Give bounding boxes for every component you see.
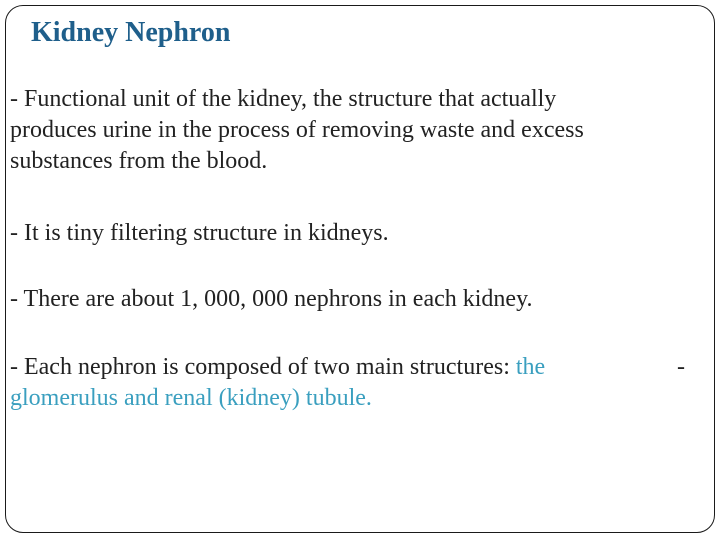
paragraph-structures-line-1: [10, 352, 545, 383]
paragraph-structures: [10, 352, 685, 414]
paragraph-filtering: - It is tiny filtering structure in kidneys.: [10, 220, 389, 246]
paragraph-function-line-1: - Functional unit of the kidney, the structure that actually: [10, 86, 557, 112]
paragraph-function-line-3: substances from the blood.: [10, 148, 268, 174]
structures-accent-the: the: [515, 354, 546, 380]
trailing-dash: -: [677, 354, 685, 380]
paragraph-nephron-count: - There are about 1, 000, 000 nephrons in each kidney.: [10, 286, 533, 312]
paragraph-function: [10, 84, 584, 177]
paragraph-function-line-2: produces urine in the process of removing waste and excess: [10, 117, 584, 143]
structures-accent-line-2: glomerulus and renal (kidney) tubule.: [10, 385, 372, 411]
structures-text: - Each nephron is composed of two main structures:: [10, 354, 516, 380]
slide-title: Kidney Nephron: [31, 17, 231, 48]
